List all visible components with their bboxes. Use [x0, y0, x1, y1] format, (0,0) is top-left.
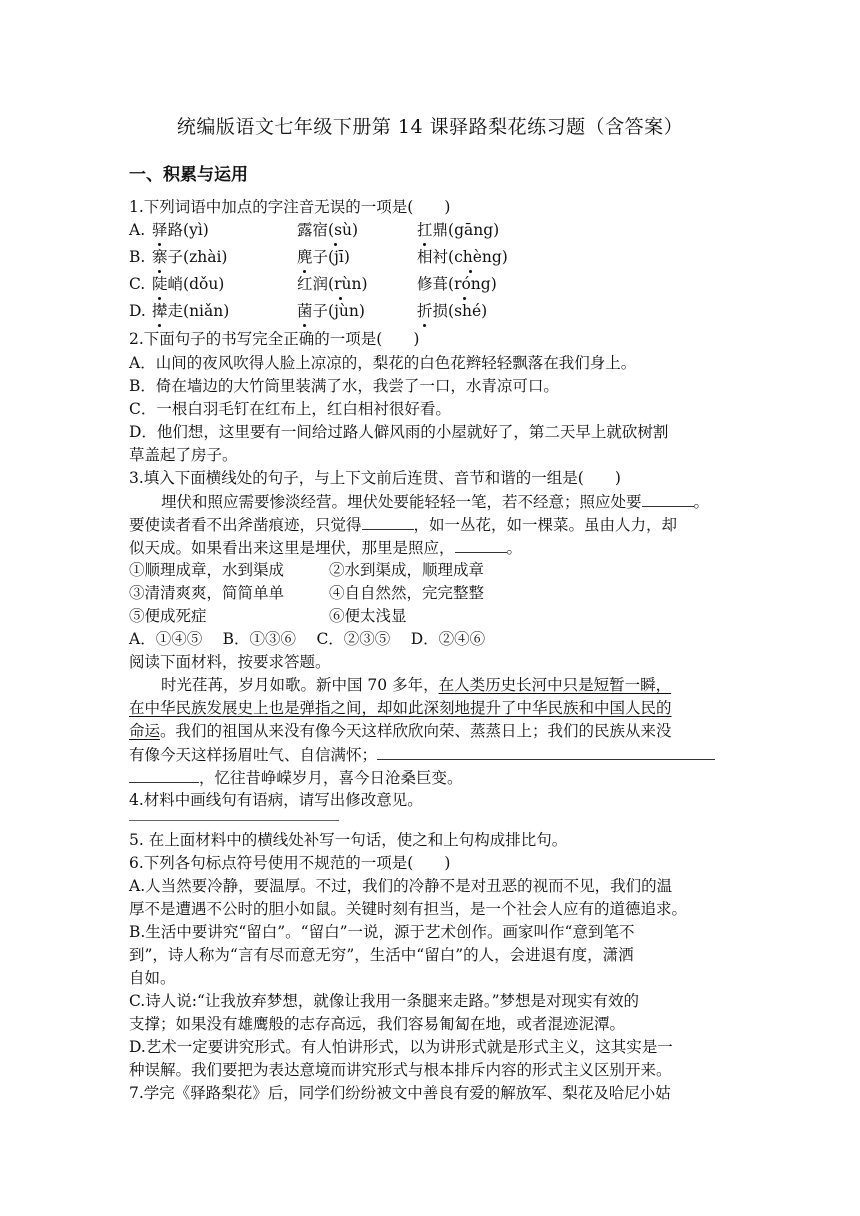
question-6-option-b-cont: 自如。: [129, 969, 176, 987]
passage-text: 埋伏和照应需要惨淡经营。埋伏处要能轻轻一笔，若不经意；照应处要: [161, 493, 642, 511]
word-rest: 子(jī): [312, 248, 350, 266]
question-6-option-b-cont: 到”，诗人称为“言有尽而意无穷”，生活中“留白”的人，会进退有度，潇洒: [129, 946, 634, 964]
dotted-char: 润(rùn): [312, 275, 368, 293]
word-rest: 子(zhài): [167, 248, 228, 266]
dotted-char: 葺(róng): [432, 275, 497, 293]
question-3-passage-line-3: [129, 536, 522, 559]
section-heading: 一、积累与运用: [129, 165, 248, 185]
question-2-option-b: B．倚在墙边的大竹筒里装满了水，我尝了一口，水青凉可口。: [129, 377, 559, 395]
dotted-char: 撵: [152, 302, 168, 320]
word-rest: 鼎(gāng): [432, 221, 500, 239]
question-3-choices: A．①④⑤ B．①③⑥ C．②③⑤ D．②④⑥: [129, 630, 486, 648]
question-2-option-a: A．山间的夜风吹得人脸上凉凉的，梨花的白色花辫轻轻飘落在我们身上。: [129, 354, 637, 372]
question-6-option-b: B.生活中要讲究“留白”。“留白”一说，源于艺术创作。画家叫作“意到笔不: [129, 923, 635, 941]
option-c-word-3: [417, 273, 497, 295]
question-6-option-c-cont: 支撑；如果没有雄鹰般的志存高远，我们容易匍匐在地，或者混迹泥潭。: [129, 1015, 626, 1033]
reading-text: 有像今天这样扬眉吐气、自信满怀；: [129, 746, 378, 764]
option-a-word-3: [417, 219, 499, 241]
option-b-word-1: [152, 246, 227, 268]
question-3-item-2: ②水到渠成，顺理成章: [329, 561, 485, 579]
question-2-option-c: C．一根白羽毛钉在红布上，红白相衬很好看。: [129, 400, 451, 418]
option-d-word-2: [297, 300, 365, 322]
word-rest: 走(niǎn): [167, 302, 230, 320]
dotted-char: 寨: [152, 248, 168, 266]
dotted-char: 扛: [417, 221, 433, 239]
underlined-sentence: 在人类历史长河中只是短暂一瞬，: [438, 676, 672, 694]
reading-line-3: [129, 720, 672, 742]
option-d-word-1: [152, 300, 229, 322]
answer-blank[interactable]: [129, 766, 199, 783]
document-title: 统编版语文七年级下册第 14 课驿路梨花练习题（含答案）: [176, 116, 684, 138]
word-rest: 相: [417, 248, 433, 266]
option-c-word-2: [297, 273, 368, 295]
option-c-label: C.: [129, 275, 146, 293]
question-6-option-d-cont: 种误解。我们要把为表达意境而讲究形式与根本排斥内容的形式主义区别开来。: [129, 1061, 672, 1079]
passage-text: 似天成。如果看出来这里是埋伏，那里是照应，: [129, 539, 455, 557]
dotted-char: 麂: [297, 248, 313, 266]
word-rest: 峭(dǒu): [167, 275, 225, 293]
reading-text: 时光荏苒，岁月如歌。新中国 70 多年，: [161, 676, 439, 694]
word-rest: 子(jùn): [312, 302, 365, 320]
reading-line-4: [129, 743, 715, 766]
dotted-char: 驿: [152, 221, 168, 239]
fill-blank-2[interactable]: [362, 513, 414, 530]
reading-line-1: [161, 674, 671, 696]
reading-line-5: [129, 766, 463, 789]
word-rest: 路(yì): [167, 221, 209, 239]
question-6-option-a-cont: 厚不是遭遇不公时的胆小如鼠。关键时刻有担当，是一个社会人应有的道德追求。: [129, 900, 688, 918]
dotted-char: 折: [417, 302, 433, 320]
passage-text: ，如一丛花，如一棵菜。虽由人力，却: [413, 516, 678, 534]
question-3-item-4: ④自自然然，完完整整: [329, 584, 485, 602]
answer-line[interactable]: [129, 820, 339, 821]
dotted-char: 宿(sù): [312, 221, 359, 239]
dotted-char: 菌: [297, 302, 313, 320]
word-rest: 红: [297, 275, 313, 293]
option-b-word-2: [297, 246, 350, 268]
question-2-stem: 2.下面句子的书写完全正确的一项是( ): [129, 330, 420, 348]
passage-text: 。: [693, 493, 710, 511]
question-4: 4.材料中画线句有语病，请写出修改意见。: [129, 791, 423, 809]
answer-blank[interactable]: [377, 743, 715, 760]
word-rest: 修: [417, 275, 433, 293]
reading-line-2: [129, 697, 672, 719]
word-rest: 露: [297, 221, 313, 239]
option-a-word-1: [152, 219, 209, 241]
question-3-item-5: ⑤便成死症: [129, 607, 207, 625]
question-6-option-d: D.艺术一定要讲究形式。有人怕讲形式，以为讲形式就是形式主义，这其实是一: [129, 1038, 673, 1056]
reading-intro: 阅读下面材料，按要求答题。: [129, 653, 331, 671]
word-rest: 损(shé): [432, 302, 488, 320]
fill-blank-1[interactable]: [642, 490, 694, 507]
passage-text: 要使读者看不出斧凿痕迹，只觉得: [129, 516, 362, 534]
question-1-stem: 1.下列词语中加点的字注音无误的一项是( ): [129, 198, 451, 216]
option-b-word-3: [417, 246, 508, 268]
question-3-item-1: ①顺理成章，水到渠成: [129, 561, 285, 579]
underlined-sentence: 在中华民族发展史上也是弹指之间，却如此深刻地提升了中华民族和中国人民的: [129, 699, 672, 717]
question-3-item-6: ⑥便太浅显: [329, 607, 407, 625]
question-3-passage-line-2: [129, 513, 677, 536]
question-3-stem: 3.填入下面横线处的句子，与上下文前后连贯、音节和谐的一组是( ): [129, 469, 621, 487]
reading-text: ，忆往昔峥嵘岁月，喜今日沧桑巨变。: [199, 769, 463, 787]
question-5: 5. 在上面材料中的横线处补写一句话，使之和上句构成排比句。: [129, 831, 568, 849]
reading-text: 。我们的祖国从来没有像今天这样欣欣向荣、蒸蒸日上；我们的民族从来没: [160, 722, 672, 740]
question-7-stem: 7.学完《驿路梨花》后，同学们纷纷被文中善良有爱的解放军、梨花及哈尼小姑: [129, 1084, 671, 1102]
option-d-label: D.: [129, 302, 146, 320]
passage-text: 。: [506, 539, 523, 557]
question-2-option-d: D．他们想，这里要有一间给过路人僻风雨的小屋就好了，第二天早上就砍树割: [129, 423, 669, 441]
option-a-label: A.: [129, 221, 146, 239]
underlined-sentence: 命运: [129, 722, 161, 740]
question-6-option-a: A.人当然要冷静，要温厚。不过，我们的冷静不是对丑恶的视而不见，我们的温: [129, 877, 673, 895]
dotted-char: 衬(chèng): [432, 248, 508, 266]
option-b-label: B.: [129, 248, 146, 266]
question-6-option-c: C.诗人说:“让我放弃梦想，就像让我用一条腿来走路。”梦想是对现实有效的: [129, 992, 640, 1010]
question-6-stem: 6.下列各句标点符号使用不规范的一项是( ): [129, 854, 451, 872]
option-d-word-3: [417, 300, 487, 322]
question-2-option-d-cont: 草盖起了房子。: [129, 446, 238, 464]
dotted-char: 陡: [152, 275, 168, 293]
option-c-word-1: [152, 273, 224, 295]
question-3-item-3: ③清清爽爽，简简单单: [129, 584, 285, 602]
fill-blank-3[interactable]: [455, 536, 507, 553]
question-3-passage-line-1: [161, 490, 709, 513]
option-a-word-2: [297, 219, 358, 241]
